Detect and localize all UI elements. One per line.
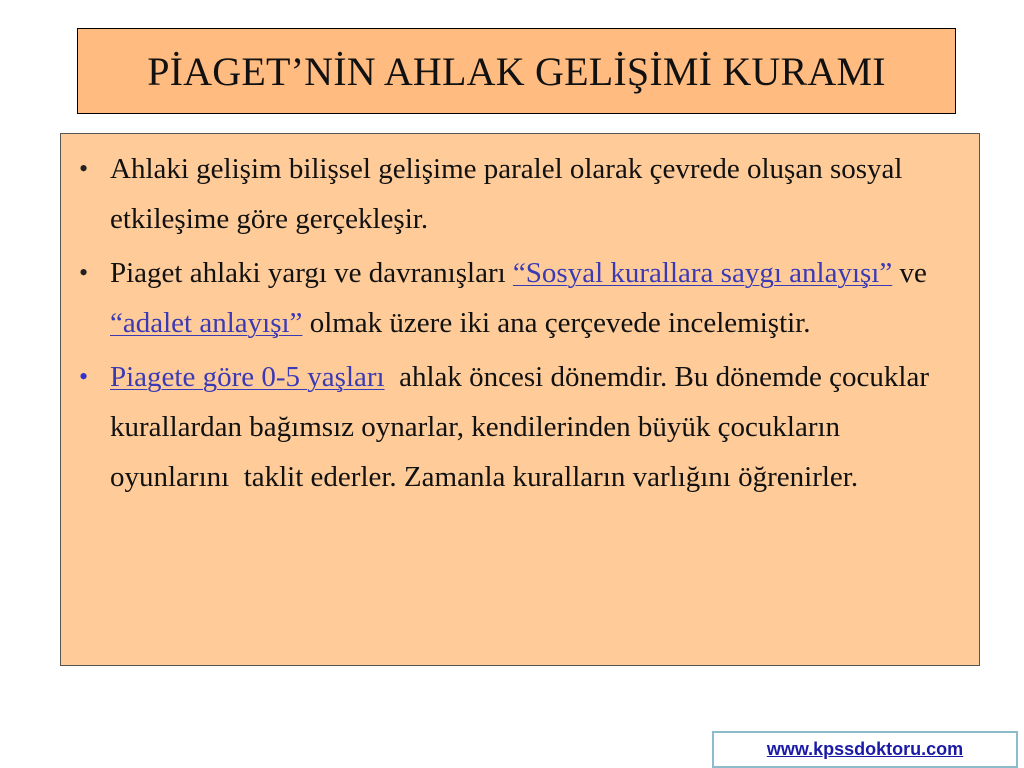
- slide-content-box: [60, 133, 980, 666]
- bullet-text: Ahlaki gelişim bilişsel gelişime paralel olarak çevrede oluşan sosyal etkileşime göre gerçekleşir.: [110, 153, 903, 235]
- bullet-item-3: [61, 352, 981, 502]
- slide-title: PİAGET’NİN AHLAK GELİŞİMİ KURAMI: [147, 48, 886, 94]
- bullet-text: olmak üzere iki ana çerçevede incelemiştir.: [302, 307, 811, 339]
- bullet-dot-icon: •: [79, 258, 89, 287]
- footer-link-box: [712, 731, 1018, 768]
- bullet-dot-icon: •: [79, 154, 89, 183]
- bullet-list: [61, 144, 981, 506]
- age-0-5-link[interactable]: Piagete göre 0-5 yaşları: [110, 361, 385, 393]
- bullet-dot-icon: •: [79, 362, 89, 391]
- social-rules-link[interactable]: “Sosyal kurallara saygı anlayışı”: [512, 257, 893, 289]
- bullet-item-2: [61, 248, 981, 348]
- bullet-text: ve: [892, 257, 927, 289]
- bullet-text: Piaget ahlaki yargı ve davranışları: [110, 257, 513, 289]
- bullet-text: ahlak öncesi dönemdir. Bu dönemde çocuklar kurallardan bağımsız oynarlar, kendilerinden büyük çocukların oyunlarını taklit ederler. Zamanla kuralların varlığını öğrenirler.: [110, 361, 937, 493]
- slide-title-box: [77, 28, 956, 114]
- justice-link[interactable]: “adalet anlayışı”: [110, 307, 303, 339]
- website-link[interactable]: www.kpssdoktoru.com: [766, 739, 964, 759]
- bullet-item-1: [61, 144, 981, 244]
